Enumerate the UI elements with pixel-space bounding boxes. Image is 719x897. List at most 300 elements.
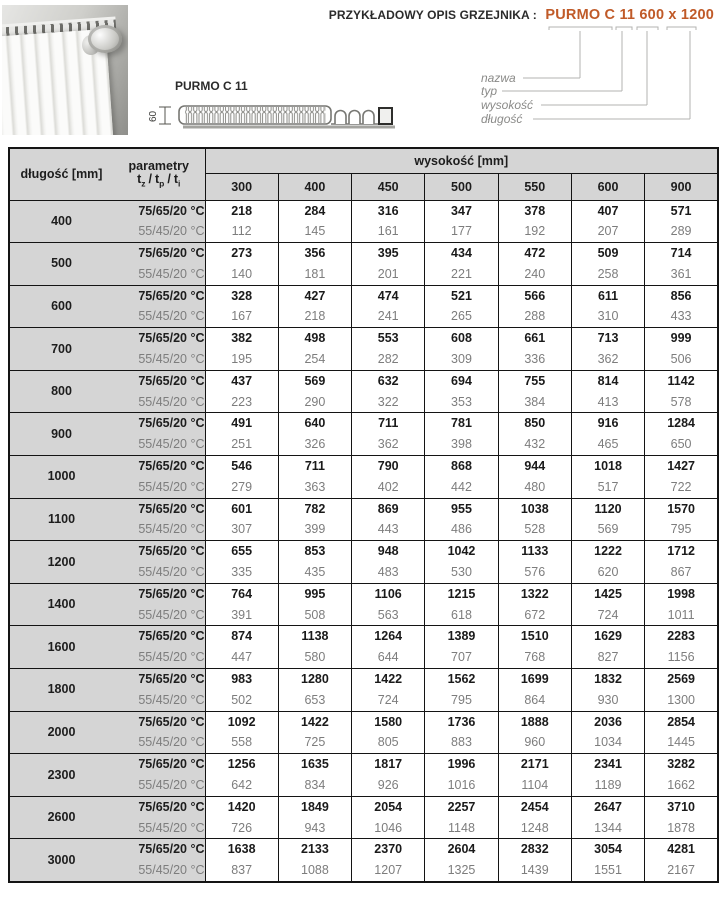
output-value-cell: 309 (425, 349, 498, 370)
output-value-cell: 251 (205, 434, 278, 455)
output-value-cell: 1189 (571, 775, 644, 796)
output-value-cell: 1570 (645, 498, 718, 519)
output-value-cell: 864 (498, 690, 571, 711)
legend-label-dlugosc: długość (481, 112, 523, 126)
output-value-cell: 1389 (425, 626, 498, 647)
table-row (9, 413, 718, 434)
output-value-cell: 781 (425, 413, 498, 434)
output-value-cell: 521 (425, 285, 498, 306)
output-value-cell: 289 (645, 221, 718, 242)
output-value-cell: 161 (352, 221, 425, 242)
output-value-cell: 955 (425, 498, 498, 519)
output-value-cell: 1699 (498, 669, 571, 690)
length-cell: 700 (9, 328, 113, 371)
table-row (9, 392, 718, 413)
output-value-cell: 611 (571, 285, 644, 306)
radiator-profile-diagram (145, 96, 415, 144)
output-value-cell: 868 (425, 456, 498, 477)
parameters-cell: 75/65/20 °C (113, 669, 205, 690)
length-cell: 500 (9, 243, 113, 286)
output-value-cell: 580 (278, 647, 351, 668)
output-value-cell: 4281 (645, 839, 718, 860)
output-value-cell: 1849 (278, 796, 351, 817)
output-value-cell: 834 (278, 775, 351, 796)
parameters-cell: 55/45/20 °C (113, 562, 205, 583)
output-value-cell: 413 (571, 392, 644, 413)
output-value-cell: 948 (352, 541, 425, 562)
output-value-cell: 1996 (425, 754, 498, 775)
output-value-cell: 427 (278, 285, 351, 306)
output-value-cell: 1998 (645, 583, 718, 604)
output-value-cell: 509 (571, 243, 644, 264)
output-value-cell: 1256 (205, 754, 278, 775)
output-value-cell: 620 (571, 562, 644, 583)
output-value-cell: 1551 (571, 860, 644, 882)
table-row (9, 562, 718, 583)
output-value-cell: 1011 (645, 605, 718, 626)
output-value-cell: 282 (352, 349, 425, 370)
output-value-cell: 2167 (645, 860, 718, 882)
output-value-cell: 2647 (571, 796, 644, 817)
output-value-cell: 434 (425, 243, 498, 264)
parameters-cell: 75/65/20 °C (113, 541, 205, 562)
output-value-cell: 1629 (571, 626, 644, 647)
length-cell: 800 (9, 370, 113, 413)
length-cell: 1000 (9, 456, 113, 499)
output-value-cell: 240 (498, 264, 571, 285)
parameters-cell: 75/65/20 °C (113, 370, 205, 391)
radiator-photo (2, 5, 128, 135)
output-value-cell: 1133 (498, 541, 571, 562)
output-value-cell: 3282 (645, 754, 718, 775)
parameters-cell: 75/65/20 °C (113, 413, 205, 434)
param-symbol: t (137, 171, 142, 186)
output-value-cell: 1120 (571, 498, 644, 519)
output-value-cell: 1034 (571, 732, 644, 753)
output-value-cell: 530 (425, 562, 498, 583)
output-value-cell: 1662 (645, 775, 718, 796)
parameters-header-title: parametry (128, 158, 189, 173)
parameters-cell: 75/65/20 °C (113, 626, 205, 647)
output-value-cell: 724 (352, 690, 425, 711)
output-value-cell: 644 (352, 647, 425, 668)
output-value-cell: 1088 (278, 860, 351, 882)
output-value-cell: 1104 (498, 775, 571, 796)
output-value-cell: 177 (425, 221, 498, 242)
output-value-cell: 1878 (645, 818, 718, 839)
table-row (9, 328, 718, 349)
thermostat-knob (88, 25, 122, 53)
table-row (9, 370, 718, 391)
output-value-cell: 814 (571, 370, 644, 391)
height-column-header: 600 (571, 173, 644, 200)
output-value-cell: 1222 (571, 541, 644, 562)
output-value-cell: 316 (352, 200, 425, 221)
param-symbol: t (155, 171, 160, 186)
length-cell: 400 (9, 200, 113, 243)
output-value-cell: 1215 (425, 583, 498, 604)
output-value-cell: 916 (571, 413, 644, 434)
output-value-cell: 608 (425, 328, 498, 349)
output-value-cell: 960 (498, 732, 571, 753)
output-value-cell: 869 (352, 498, 425, 519)
output-value-cell: 407 (571, 200, 644, 221)
output-value-cell: 850 (498, 413, 571, 434)
output-value-cell: 1042 (425, 541, 498, 562)
output-value-cell: 195 (205, 349, 278, 370)
length-cell: 2300 (9, 754, 113, 797)
output-value-cell: 1736 (425, 711, 498, 732)
output-value-cell: 943 (278, 818, 351, 839)
output-value-cell: 362 (352, 434, 425, 455)
output-value-cell: 201 (352, 264, 425, 285)
parameters-cell: 75/65/20 °C (113, 200, 205, 221)
output-value-cell: 1248 (498, 818, 571, 839)
output-value-cell: 1284 (645, 413, 718, 434)
output-value-cell: 472 (498, 243, 571, 264)
output-value-cell: 307 (205, 519, 278, 540)
output-value-cell: 1439 (498, 860, 571, 882)
output-value-cell: 827 (571, 647, 644, 668)
output-value-cell: 1888 (498, 711, 571, 732)
output-value-cell: 2569 (645, 669, 718, 690)
output-value-cell: 474 (352, 285, 425, 306)
output-value-cell: 402 (352, 477, 425, 498)
output-value-cell: 265 (425, 306, 498, 327)
output-value-cell: 944 (498, 456, 571, 477)
output-value-cell: 2854 (645, 711, 718, 732)
profile-model-label: PURMO C 11 (175, 79, 248, 93)
output-value-cell: 432 (498, 434, 571, 455)
output-value-cell: 790 (352, 456, 425, 477)
length-column-header: długość [mm] (9, 148, 113, 200)
output-value-cell: 1207 (352, 860, 425, 882)
output-value-cell: 553 (352, 328, 425, 349)
output-value-cell: 995 (278, 583, 351, 604)
output-value-cell: 576 (498, 562, 571, 583)
output-value-cell: 310 (571, 306, 644, 327)
output-value-cell: 356 (278, 243, 351, 264)
output-value-cell: 290 (278, 392, 351, 413)
output-value-cell: 3710 (645, 796, 718, 817)
output-value-cell: 192 (498, 221, 571, 242)
output-value-cell: 782 (278, 498, 351, 519)
output-value-cell: 725 (278, 732, 351, 753)
output-value-cell: 837 (205, 860, 278, 882)
parameters-cell: 75/65/20 °C (113, 498, 205, 519)
output-value-cell: 254 (278, 349, 351, 370)
output-value-cell: 2257 (425, 796, 498, 817)
parameters-cell: 55/45/20 °C (113, 349, 205, 370)
output-value-cell: 391 (205, 605, 278, 626)
param-separator: / (167, 171, 171, 186)
example-description (329, 6, 714, 24)
table-row (9, 541, 718, 562)
output-value-cell: 326 (278, 434, 351, 455)
output-value-cell: 218 (278, 306, 351, 327)
height-column-header: 550 (498, 173, 571, 200)
table-row (9, 669, 718, 690)
output-value-cell: 1280 (278, 669, 351, 690)
table-row (9, 818, 718, 839)
output-value-cell: 569 (571, 519, 644, 540)
parameters-cell: 55/45/20 °C (113, 690, 205, 711)
param-subscript: p (159, 178, 165, 188)
output-value-cell: 726 (205, 818, 278, 839)
table-row (9, 349, 718, 370)
table-row (9, 647, 718, 668)
output-value-cell: 483 (352, 562, 425, 583)
output-value-cell: 181 (278, 264, 351, 285)
output-value-cell: 755 (498, 370, 571, 391)
parameters-cell: 55/45/20 °C (113, 775, 205, 796)
output-value-cell: 382 (205, 328, 278, 349)
param-subscript: z (141, 178, 146, 188)
table-row (9, 519, 718, 540)
parameters-cell: 75/65/20 °C (113, 754, 205, 775)
param-separator: / (148, 171, 152, 186)
parameters-cell: 55/45/20 °C (113, 647, 205, 668)
length-cell: 900 (9, 413, 113, 456)
table-row (9, 732, 718, 753)
parameters-cell: 55/45/20 °C (113, 605, 205, 626)
output-value-cell: 1322 (498, 583, 571, 604)
output-value-cell: 653 (278, 690, 351, 711)
output-value-cell: 1817 (352, 754, 425, 775)
height-column-header: 450 (352, 173, 425, 200)
output-value-cell: 1046 (352, 818, 425, 839)
legend-label-wysokosc: wysokość (481, 98, 534, 112)
output-value-cell: 491 (205, 413, 278, 434)
output-value-cell: 1712 (645, 541, 718, 562)
output-value-cell: 1142 (645, 370, 718, 391)
output-value-cell: 546 (205, 456, 278, 477)
height-column-header: 400 (278, 173, 351, 200)
parameters-cell: 75/65/20 °C (113, 285, 205, 306)
output-value-cell: 433 (645, 306, 718, 327)
table-row (9, 796, 718, 817)
parameters-cell: 55/45/20 °C (113, 477, 205, 498)
output-value-cell: 2054 (352, 796, 425, 817)
output-value-cell: 399 (278, 519, 351, 540)
output-value-cell: 221 (425, 264, 498, 285)
output-value-cell: 1138 (278, 626, 351, 647)
output-value-cell: 2283 (645, 626, 718, 647)
profile-height-dim: 60 (148, 110, 159, 122)
output-value-cell: 713 (571, 328, 644, 349)
output-value-cell: 867 (645, 562, 718, 583)
output-value-cell: 1425 (571, 583, 644, 604)
table-row (9, 498, 718, 519)
output-value-cell: 558 (205, 732, 278, 753)
output-value-cell: 642 (205, 775, 278, 796)
output-value-cell: 930 (571, 690, 644, 711)
output-value-cell: 1156 (645, 647, 718, 668)
output-value-cell: 528 (498, 519, 571, 540)
param-subscript: i (178, 178, 181, 188)
output-value-cell: 618 (425, 605, 498, 626)
parameters-header-symbols (113, 173, 205, 191)
output-value-cell: 2832 (498, 839, 571, 860)
table-row (9, 860, 718, 882)
output-value-cell: 2370 (352, 839, 425, 860)
parameters-cell: 75/65/20 °C (113, 243, 205, 264)
parameters-cell: 55/45/20 °C (113, 732, 205, 753)
output-value-cell: 398 (425, 434, 498, 455)
output-value-cell: 443 (352, 519, 425, 540)
output-value-cell: 1264 (352, 626, 425, 647)
output-value-cell: 384 (498, 392, 571, 413)
parameters-cell: 75/65/20 °C (113, 711, 205, 732)
table-row (9, 839, 718, 860)
table-row (9, 285, 718, 306)
output-value-cell: 480 (498, 477, 571, 498)
output-value-cell: 1038 (498, 498, 571, 519)
table-row (9, 775, 718, 796)
parameters-cell: 55/45/20 °C (113, 264, 205, 285)
output-value-cell: 764 (205, 583, 278, 604)
output-value-cell: 435 (278, 562, 351, 583)
output-value-cell: 112 (205, 221, 278, 242)
output-value-cell: 672 (498, 605, 571, 626)
length-cell: 3000 (9, 839, 113, 882)
output-value-cell: 363 (278, 477, 351, 498)
output-value-cell: 640 (278, 413, 351, 434)
output-value-cell: 853 (278, 541, 351, 562)
output-value-cell: 571 (645, 200, 718, 221)
output-value-cell: 486 (425, 519, 498, 540)
output-value-cell: 650 (645, 434, 718, 455)
output-value-cell: 288 (498, 306, 571, 327)
output-value-cell: 1420 (205, 796, 278, 817)
output-value-cell: 874 (205, 626, 278, 647)
output-value-cell: 563 (352, 605, 425, 626)
output-value-cell: 1422 (352, 669, 425, 690)
parameters-cell: 55/45/20 °C (113, 306, 205, 327)
table-row (9, 221, 718, 242)
parameters-cell: 55/45/20 °C (113, 221, 205, 242)
parameters-cell: 75/65/20 °C (113, 456, 205, 477)
parameters-cell: 75/65/20 °C (113, 328, 205, 349)
output-value-cell: 1580 (352, 711, 425, 732)
table-row (9, 456, 718, 477)
length-cell: 1400 (9, 583, 113, 626)
output-value-cell: 145 (278, 221, 351, 242)
output-value-cell: 856 (645, 285, 718, 306)
output-value-cell: 273 (205, 243, 278, 264)
output-value-cell: 1016 (425, 775, 498, 796)
output-value-cell: 447 (205, 647, 278, 668)
output-value-cell: 241 (352, 306, 425, 327)
table-row (9, 434, 718, 455)
output-value-cell: 207 (571, 221, 644, 242)
output-value-cell: 2454 (498, 796, 571, 817)
length-cell: 1600 (9, 626, 113, 669)
output-value-cell: 508 (278, 605, 351, 626)
output-value-cell: 569 (278, 370, 351, 391)
output-value-cell: 661 (498, 328, 571, 349)
output-value-cell: 632 (352, 370, 425, 391)
output-value-cell: 2133 (278, 839, 351, 860)
height-group-header: wysokość [mm] (205, 148, 718, 173)
parameters-cell: 75/65/20 °C (113, 839, 205, 860)
output-value-cell: 284 (278, 200, 351, 221)
output-value-cell: 2036 (571, 711, 644, 732)
output-value-cell: 1300 (645, 690, 718, 711)
output-value-cell: 223 (205, 392, 278, 413)
output-value-cell: 258 (571, 264, 644, 285)
output-value-cell: 1445 (645, 732, 718, 753)
output-value-cell: 1832 (571, 669, 644, 690)
output-value-cell: 1018 (571, 456, 644, 477)
output-value-cell: 1092 (205, 711, 278, 732)
output-value-cell: 1510 (498, 626, 571, 647)
length-cell: 1200 (9, 541, 113, 584)
output-value-cell: 805 (352, 732, 425, 753)
output-value-cell: 362 (571, 349, 644, 370)
output-value-cell: 140 (205, 264, 278, 285)
output-value-cell: 335 (205, 562, 278, 583)
height-column-header: 300 (205, 173, 278, 200)
output-value-cell: 1325 (425, 860, 498, 882)
output-value-cell: 2341 (571, 754, 644, 775)
output-value-cell: 506 (645, 349, 718, 370)
output-value-cell: 883 (425, 732, 498, 753)
output-value-cell: 707 (425, 647, 498, 668)
length-cell: 1800 (9, 669, 113, 712)
table-row (9, 711, 718, 732)
output-value-cell: 353 (425, 392, 498, 413)
output-value-cell: 328 (205, 285, 278, 306)
output-value-cell: 378 (498, 200, 571, 221)
example-label: PRZYKŁADOWY OPIS GRZEJNIKA : (328, 8, 537, 22)
output-value-cell: 655 (205, 541, 278, 562)
length-cell: 600 (9, 285, 113, 328)
output-value-cell: 1344 (571, 818, 644, 839)
table-row (9, 754, 718, 775)
output-value-cell: 437 (205, 370, 278, 391)
output-value-cell: 795 (645, 519, 718, 540)
output-value-cell: 517 (571, 477, 644, 498)
parameters-cell: 75/65/20 °C (113, 583, 205, 604)
output-value-cell: 566 (498, 285, 571, 306)
output-value-cell: 1638 (205, 839, 278, 860)
output-value-cell: 167 (205, 306, 278, 327)
length-cell: 2000 (9, 711, 113, 754)
output-value-cell: 1427 (645, 456, 718, 477)
parameters-cell: 55/45/20 °C (113, 434, 205, 455)
table-row (9, 583, 718, 604)
output-value-cell: 2604 (425, 839, 498, 860)
param-symbol: t (173, 171, 179, 186)
legend-label-nazwa: nazwa (481, 71, 516, 85)
output-value-cell: 722 (645, 477, 718, 498)
output-value-cell: 361 (645, 264, 718, 285)
height-column-header: 500 (425, 173, 498, 200)
output-value-cell: 1148 (425, 818, 498, 839)
output-value-cell: 1106 (352, 583, 425, 604)
table-row (9, 264, 718, 285)
output-value-cell: 768 (498, 647, 571, 668)
output-value-cell: 336 (498, 349, 571, 370)
length-cell: 2600 (9, 796, 113, 839)
output-value-cell: 322 (352, 392, 425, 413)
output-value-cell: 578 (645, 392, 718, 413)
output-value-cell: 442 (425, 477, 498, 498)
output-value-cell: 395 (352, 243, 425, 264)
parameters-cell: 55/45/20 °C (113, 392, 205, 413)
radiator-output-table (8, 147, 719, 883)
